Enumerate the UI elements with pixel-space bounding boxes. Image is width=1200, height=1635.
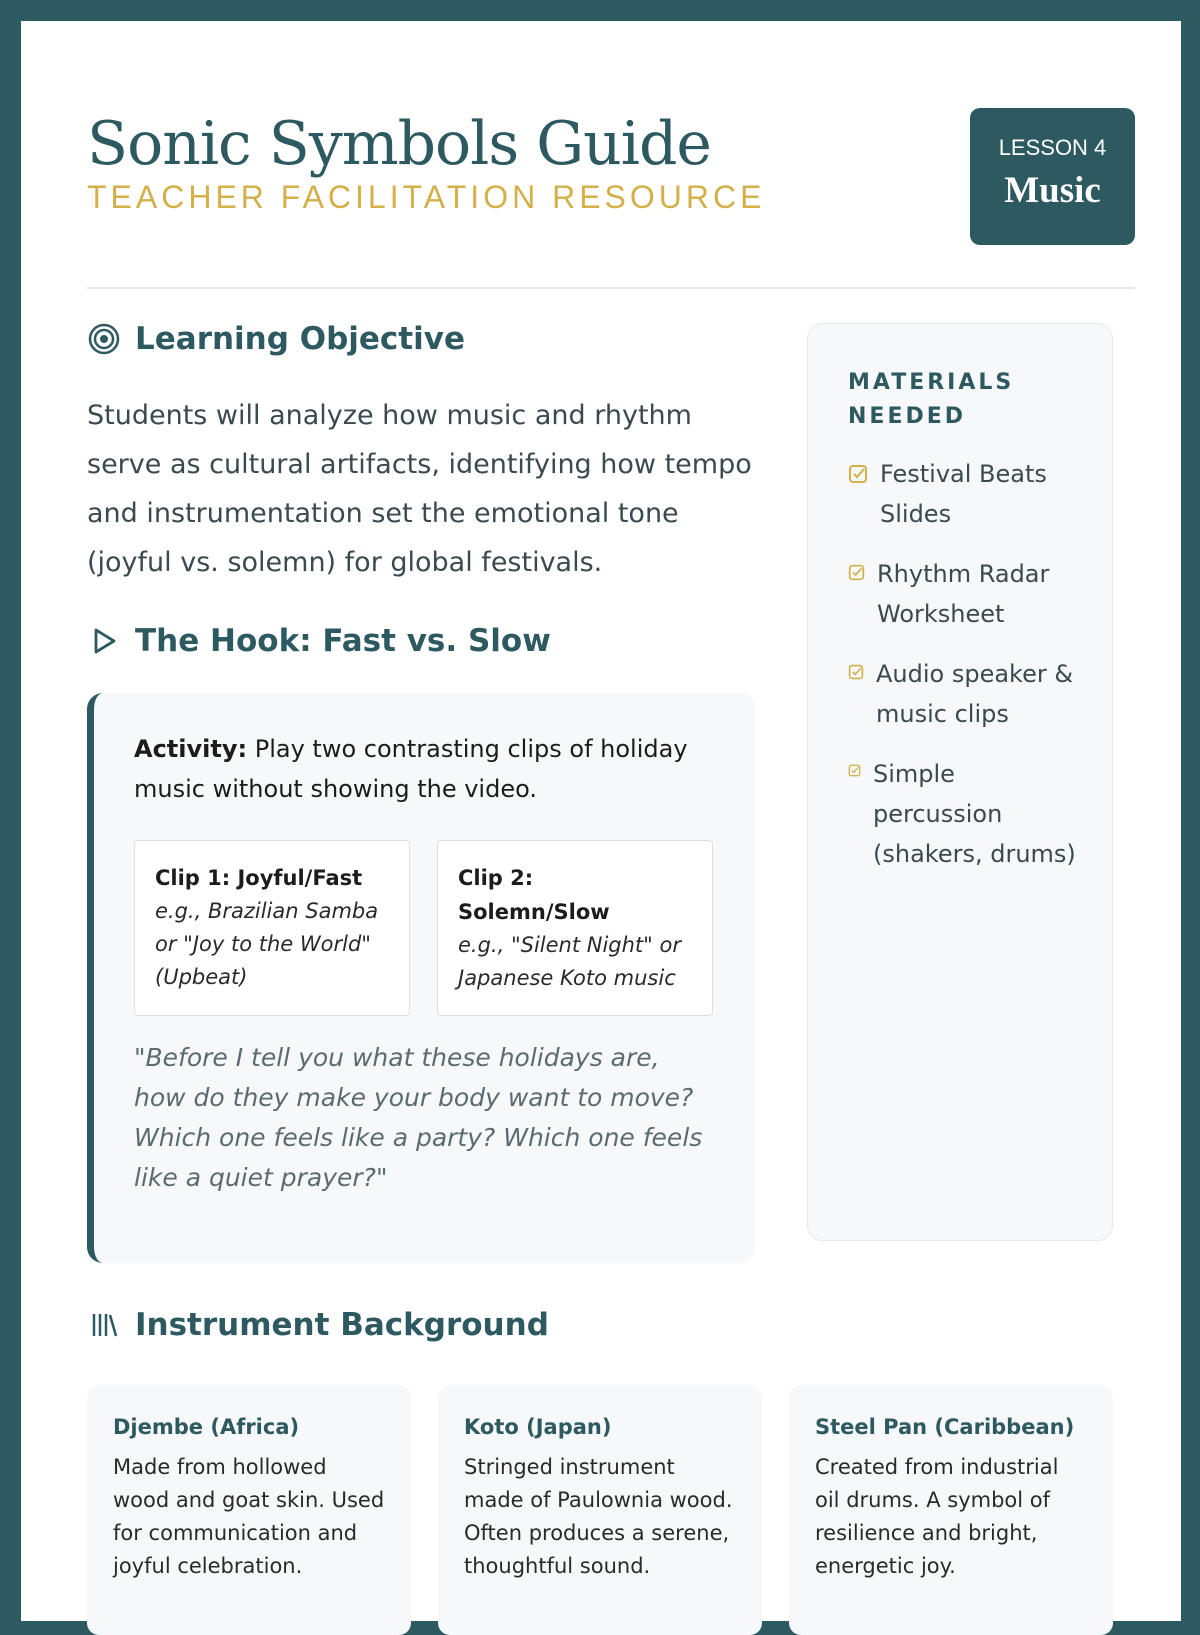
- instrument-name: Steel Pan (Caribbean): [815, 1415, 1075, 1439]
- materials-list: [848, 454, 1088, 894]
- lesson-badge: [970, 108, 1135, 245]
- hook-heading-row: [87, 623, 551, 659]
- lesson-subject: Music: [1004, 170, 1101, 211]
- material-label: Audio speaker & music clips: [876, 660, 1074, 728]
- material-label: Festival Beats Slides: [880, 460, 1047, 528]
- list-item: [848, 554, 1088, 634]
- instruments-heading: Instrument Background: [135, 1307, 549, 1343]
- clip-title: Clip 2: Solemn/Slow: [458, 866, 610, 924]
- page-subtitle: TEACHER FACILITATION RESOURCE: [87, 179, 766, 215]
- library-icon: [87, 1308, 121, 1342]
- activity-body: Play two contrasting clips of holiday music without showing the video.: [134, 735, 688, 803]
- activity-text: [134, 729, 694, 809]
- clip-title: Clip 1: Joyful/Fast: [155, 866, 363, 890]
- materials-panel: [807, 323, 1113, 1241]
- clip-desc: e.g., "Silent Night" or Japanese Koto music: [458, 933, 681, 990]
- instrument-desc: Stringed instrument made of Paulownia wood. Often produces a serene, thoughtful sound.: [464, 1455, 733, 1578]
- play-icon: [87, 624, 121, 658]
- instrument-desc: Made from hollowed wood and goat skin. Used for communication and joyful celebration.: [113, 1455, 385, 1578]
- checkbox-icon: [848, 564, 865, 581]
- objective-heading: Learning Objective: [135, 321, 465, 357]
- page: [21, 21, 1181, 1621]
- activity-label: Activity:: [134, 735, 248, 763]
- instruments-heading-row: [87, 1307, 549, 1343]
- hook-heading: The Hook: Fast vs. Slow: [135, 623, 551, 659]
- material-label: Simple percussion (shakers, drums): [873, 760, 1076, 868]
- objective-heading-row: [87, 321, 465, 357]
- list-item: [848, 654, 1088, 734]
- checkbox-icon: [848, 464, 868, 484]
- list-item: [848, 454, 1088, 534]
- instrument-card-steel-pan: [789, 1385, 1113, 1635]
- clip-card-1: [134, 840, 410, 1016]
- objective-text: Students will analyze how music and rhythm serve as cultural artifacts, identifying how tempo and instrumentation set the emotional tone (joyful vs. solemn) for global festivals.: [87, 400, 752, 578]
- checkbox-icon: [848, 664, 864, 680]
- instrument-desc: Created from industrial oil drums. A symbol of resilience and bright, energetic joy.: [815, 1455, 1059, 1578]
- target-icon: [87, 322, 121, 356]
- material-label: Rhythm Radar Worksheet: [877, 560, 1050, 628]
- instrument-name: Koto (Japan): [464, 1415, 612, 1439]
- header: [87, 87, 1135, 289]
- instrument-card-djembe: [87, 1385, 411, 1635]
- instrument-name: Djembe (Africa): [113, 1415, 300, 1439]
- page-title: Sonic Symbols Guide: [87, 109, 711, 179]
- list-item: [848, 754, 1088, 874]
- checkbox-icon: [848, 764, 861, 777]
- clip-desc: e.g., Brazilian Samba or "Joy to the World" (Upbeat): [155, 899, 379, 989]
- clip-card-2: [437, 840, 713, 1016]
- hook-quote: "Before I tell you what these holidays are, how do they make your body want to move? Which one feels like a party? Which one feels like a quiet prayer?": [134, 1043, 703, 1192]
- materials-title: MATERIALS NEEDED: [848, 370, 1015, 429]
- instrument-card-koto: [438, 1385, 762, 1635]
- hook-card: [87, 693, 755, 1263]
- lesson-number: LESSON 4: [998, 135, 1107, 160]
